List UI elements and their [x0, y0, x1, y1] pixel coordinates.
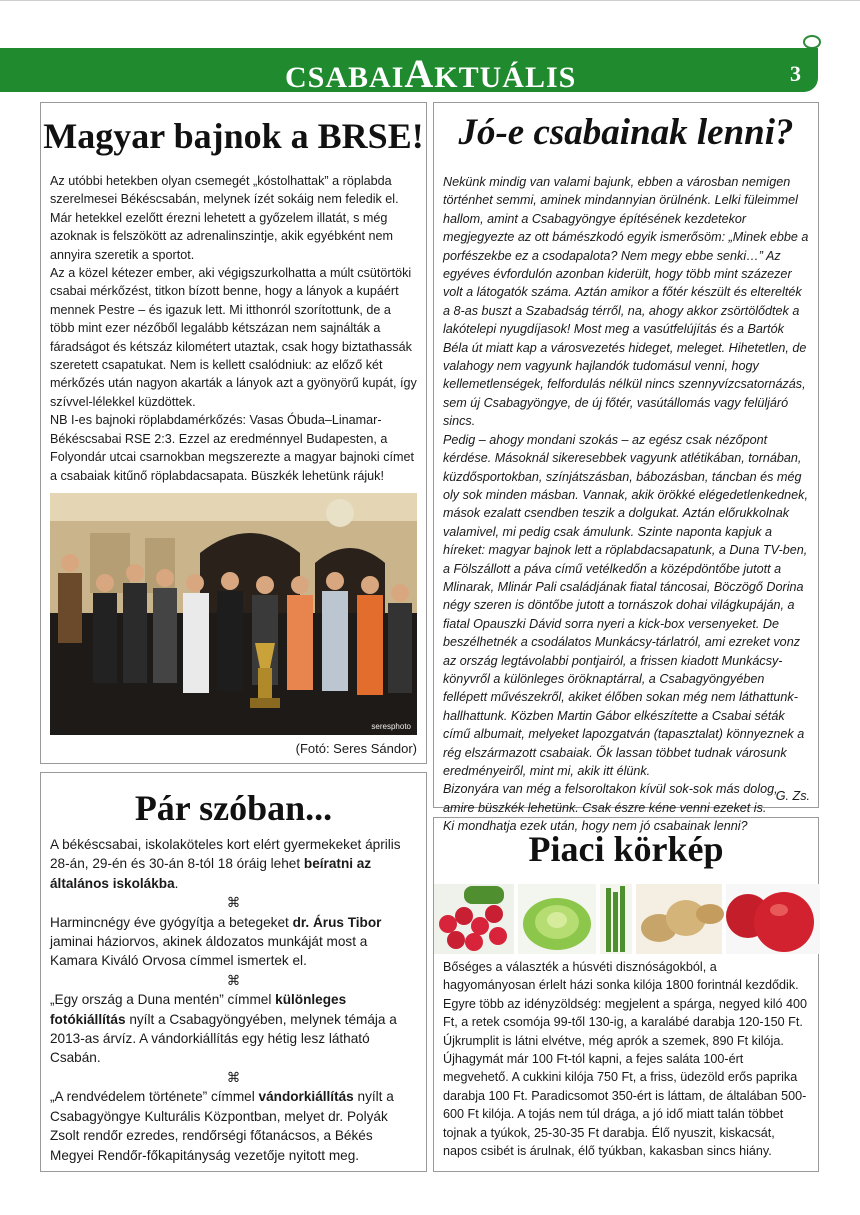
paragraph: Pedig – ahogy mondani szokás – az egész csak nézőpont kérdése. Másoknál sikeresebbek vagyunk atlétikában, tornában, küzdősportokban, színjátszásban, bábozásban, táncban és még oly sok minden másban. Vannak, akik örökké elégedetlenkednek, mások ezalatt csendben teszik a dolgukat. Aztán előrukkolnak valamivel, mi pedig csak ámulunk. Szinte naponta kapjuk a híreket: magyar bajnok lett a röplabdacsapatunk, a Duna TV-ben, a Fölszállott a páva című vetélkedőn a középdöntőbe jutott a Mlinarak, Mlinár Pali családjának fiatal táncosai, Böczögő Dorina négy szeren is döntőbe jutott a tornászok dohai világkupáján, a fiatal Opauszki Dávid sorra nyeri a kick-box versenyeket. De beszélhetnék a csodálatos Munkácsy-tárlatról, ami ezreket vonz az ország legtávolabbi pontjairól, a frissen kiadott Munkácsy-könyvről a különleges öröknaptárral, a Csabagyöngyében fellépett művészekről, akiket élőben sokan még nem láthattunk-hallhattunk. Közben Martin Gábor elkészítette a Csabai séták című albumait, melyeket lapozgatván (tapasztalat) könnyeznek a rég elszármazott csabaiak. Ők lassan többet tudnak városunk eredményeiről, mint mi, akik itt élünk.: [443, 432, 808, 778]
news-highlight: különleges fotókiállítás: [50, 992, 347, 1027]
article-brse: [40, 102, 427, 764]
photo-watermark: seresphoto: [371, 722, 411, 731]
article-title: Magyar bajnok a BRSE!: [43, 116, 424, 156]
vegetables-photo: [434, 884, 820, 954]
team-photo-illustration: [50, 493, 417, 735]
news-text: „Egy ország a Duna mentén” címmel: [50, 992, 276, 1008]
news-item: [50, 913, 417, 971]
separator-icon: ⌘: [226, 972, 241, 988]
article-body: [50, 172, 417, 485]
article-body: [443, 173, 810, 836]
lettuce-icon: [523, 898, 591, 950]
article-jo-e-csabainak: [433, 102, 819, 834]
swirl-logo-icon: [803, 35, 821, 49]
asparagus-icon: [606, 886, 625, 952]
news-text: nyílt a Csabagyöngyében, melynek témája a 2013-as árvíz. A vándorkiállítás egy hétig lesz látható Csabán.: [50, 1011, 397, 1066]
news-text: .: [174, 875, 179, 891]
article-body: [50, 835, 417, 1165]
news-text: Harmincnégy éve gyógyítja a betegeket: [50, 914, 293, 930]
news-highlight: vándorkiállítás: [258, 1089, 354, 1105]
paragraph: Az a közel kétezer ember, aki végigszurkolhatta a múlt csütörtöki csabai mérkőzést, titkon bízott benne, hogy a lányok a kupáért mennek Pestre – és igazuk lett. Mi itthonról szorítottunk, de a több mint ezer nézőből legalább kétszázan nem sajnálták a fáradságot és kétszáz kilométert utaztak, csak hogy biztathassák szeretett csapatukat. Nem is kellett csalódniuk: az előző két mérkőzés után nagyon akarták a lányok azt a gyönyörű kupát, így szívvel-lélekkel küzdöttek.: [50, 266, 417, 409]
article-title: Piaci körkép: [528, 829, 724, 869]
news-item: [50, 990, 417, 1068]
article-title: Pár szóban...: [134, 788, 333, 828]
paragraph: Az utóbbi hetekben olyan csemegét „kóstolhattak” a röplabda szerelmesei Békéscsabán, melynek ízét sokáig nem feledik el. Már hetekkel ezelőtt érezni lehetett a győzelem illatát, s még azoknak is felszökött az adrenalinszintje, akik egyébként nem annyira szeretik a sportot.: [50, 174, 399, 262]
paragraph: NB I-es bajnoki röplabdamérkőzés: Vasas Óbuda–Linamar-Békéscsabai RSE 2:3. Ezzel az eredménnyel Budapesten, a Folyondár utcai csarnokban megszerezte a magyar bajnoki címet a csabaiak kitűnő röplabdacsapata. Büszkék lehetünk rájuk!: [50, 413, 414, 483]
title-prefix: CSABAI: [285, 61, 405, 94]
news-text: A békéscsabai, iskolaköteles kort elért gyermekeket április 28-án, 29-én és 30-án 8-tól 18 óráig lehet: [50, 837, 401, 872]
publication-title: [285, 52, 576, 96]
news-item: [50, 835, 417, 893]
news-text: „A rendvédelem története” címmel: [50, 1089, 259, 1105]
page-number: 3: [790, 61, 801, 86]
title-initial: A: [404, 51, 435, 96]
separator-icon: ⌘: [226, 895, 241, 911]
paragraph: Bizonyára van még a felsoroltakon kívül sok-sok más dolog, amire büszkék lehetünk. Csak észre kéne venni ezeket is.: [443, 782, 778, 815]
news-item: [50, 1087, 417, 1165]
article-par-szoban: [40, 772, 427, 1172]
paragraph: Ki mondhatja ezek után, hogy nem jó csabainak lenni?: [443, 819, 748, 834]
article-title: Jó-e csabainak lenni?: [458, 112, 794, 153]
news-highlight: dr. Árus Tibor: [292, 914, 382, 930]
news-highlight: beíratni az általános iskolákba: [50, 856, 372, 891]
top-rule: [0, 0, 860, 1]
article-piaci-korkep: [433, 817, 819, 1172]
photo-caption: (Fotó: Seres Sándor): [295, 741, 417, 756]
paragraph: Bőséges a választék a húsvéti disznóságokból, a hagyományosan érlelt házi sonka kilója 1800 forintnál kezdődik. Egyre több az idényzöldség: megjelent a spárga, negyed kiló 400 Ft, a retek csomója 99-től 130-ig, a karalábé darabja 120-150 Ft. Újkrumplit is látni elvétve, még aprók a szemek, 890 Ft kilója. Újhagymát már 100 Ft-tól kapni, a fejes saláta 100-ért megvehető. A cukkini kilója 750 Ft, a friss, üdezöld erős paprika darabja 100 Ft. Paradicsomot 350-ért is láttam, de általában 500-600 Ft kilója. A tojás nem túl drága, a jó idő miatt talán többet tojnak a tyúkok, 25-30-35 Ft darabja. Élő nyuszit, kiskacsát, napos csibét is árulnak, élő tyúkban, kakasban sincs hiány.: [443, 960, 808, 1159]
author-signature: G. Zs.: [775, 789, 810, 803]
news-text: nyílt a Csabagyöngye Kulturális Központban, melyet dr. Polyák Zsolt rendőr ezredes, rendőrségi főtanácsos, a Békés Megyei Rendőr-főkapitányság vezetője nyitott meg.: [50, 1089, 394, 1163]
news-text: jaminai háziorvos, akinek áldozatos munkáját most a Kamara Kiváló Orvosa címmel ismertek el.: [50, 934, 368, 969]
paragraph: Nekünk mindig van valami bajunk, ebben a városban nemigen történhet semmi, aminek mindannyian örülnénk. Lelki füleimmel hallom, amint a Csabagyöngye építésének kezdetekor megjegyezte az ott bámészkodó egyik ismerősöm: „Minek ebbe a porfészekbe ez a csodapalota? Nem megy ebbe senki…” Az egyéves évfordulón azonban kiderült, hogy több mint százezer volt a látogatók száma. Aztán amikor a főtér készült és elterelték a 8-as buszt a Szabadság térről, na, ahogy akkor zsörtölődtek a lakótelepi nyugdíjasok! Most meg a vasútfelújítás és a Bartók Béla út miatt kap a városvezetés hideget, meleget. Hihetetlen, de valahogy nem vagyunk hajlandók tudomásul venni, hogy kellemetlenségek, felfordulás nélkül nincs szennyvízcsatornázás, sem új Csabagyöngye, de új főtér, vasútállomás vagy felüljáró sincs.: [443, 175, 809, 429]
title-rest: KTUÁLIS: [434, 61, 577, 94]
team-photo: [50, 493, 417, 735]
article-body: [443, 958, 810, 1160]
separator-icon: ⌘: [226, 1069, 241, 1085]
